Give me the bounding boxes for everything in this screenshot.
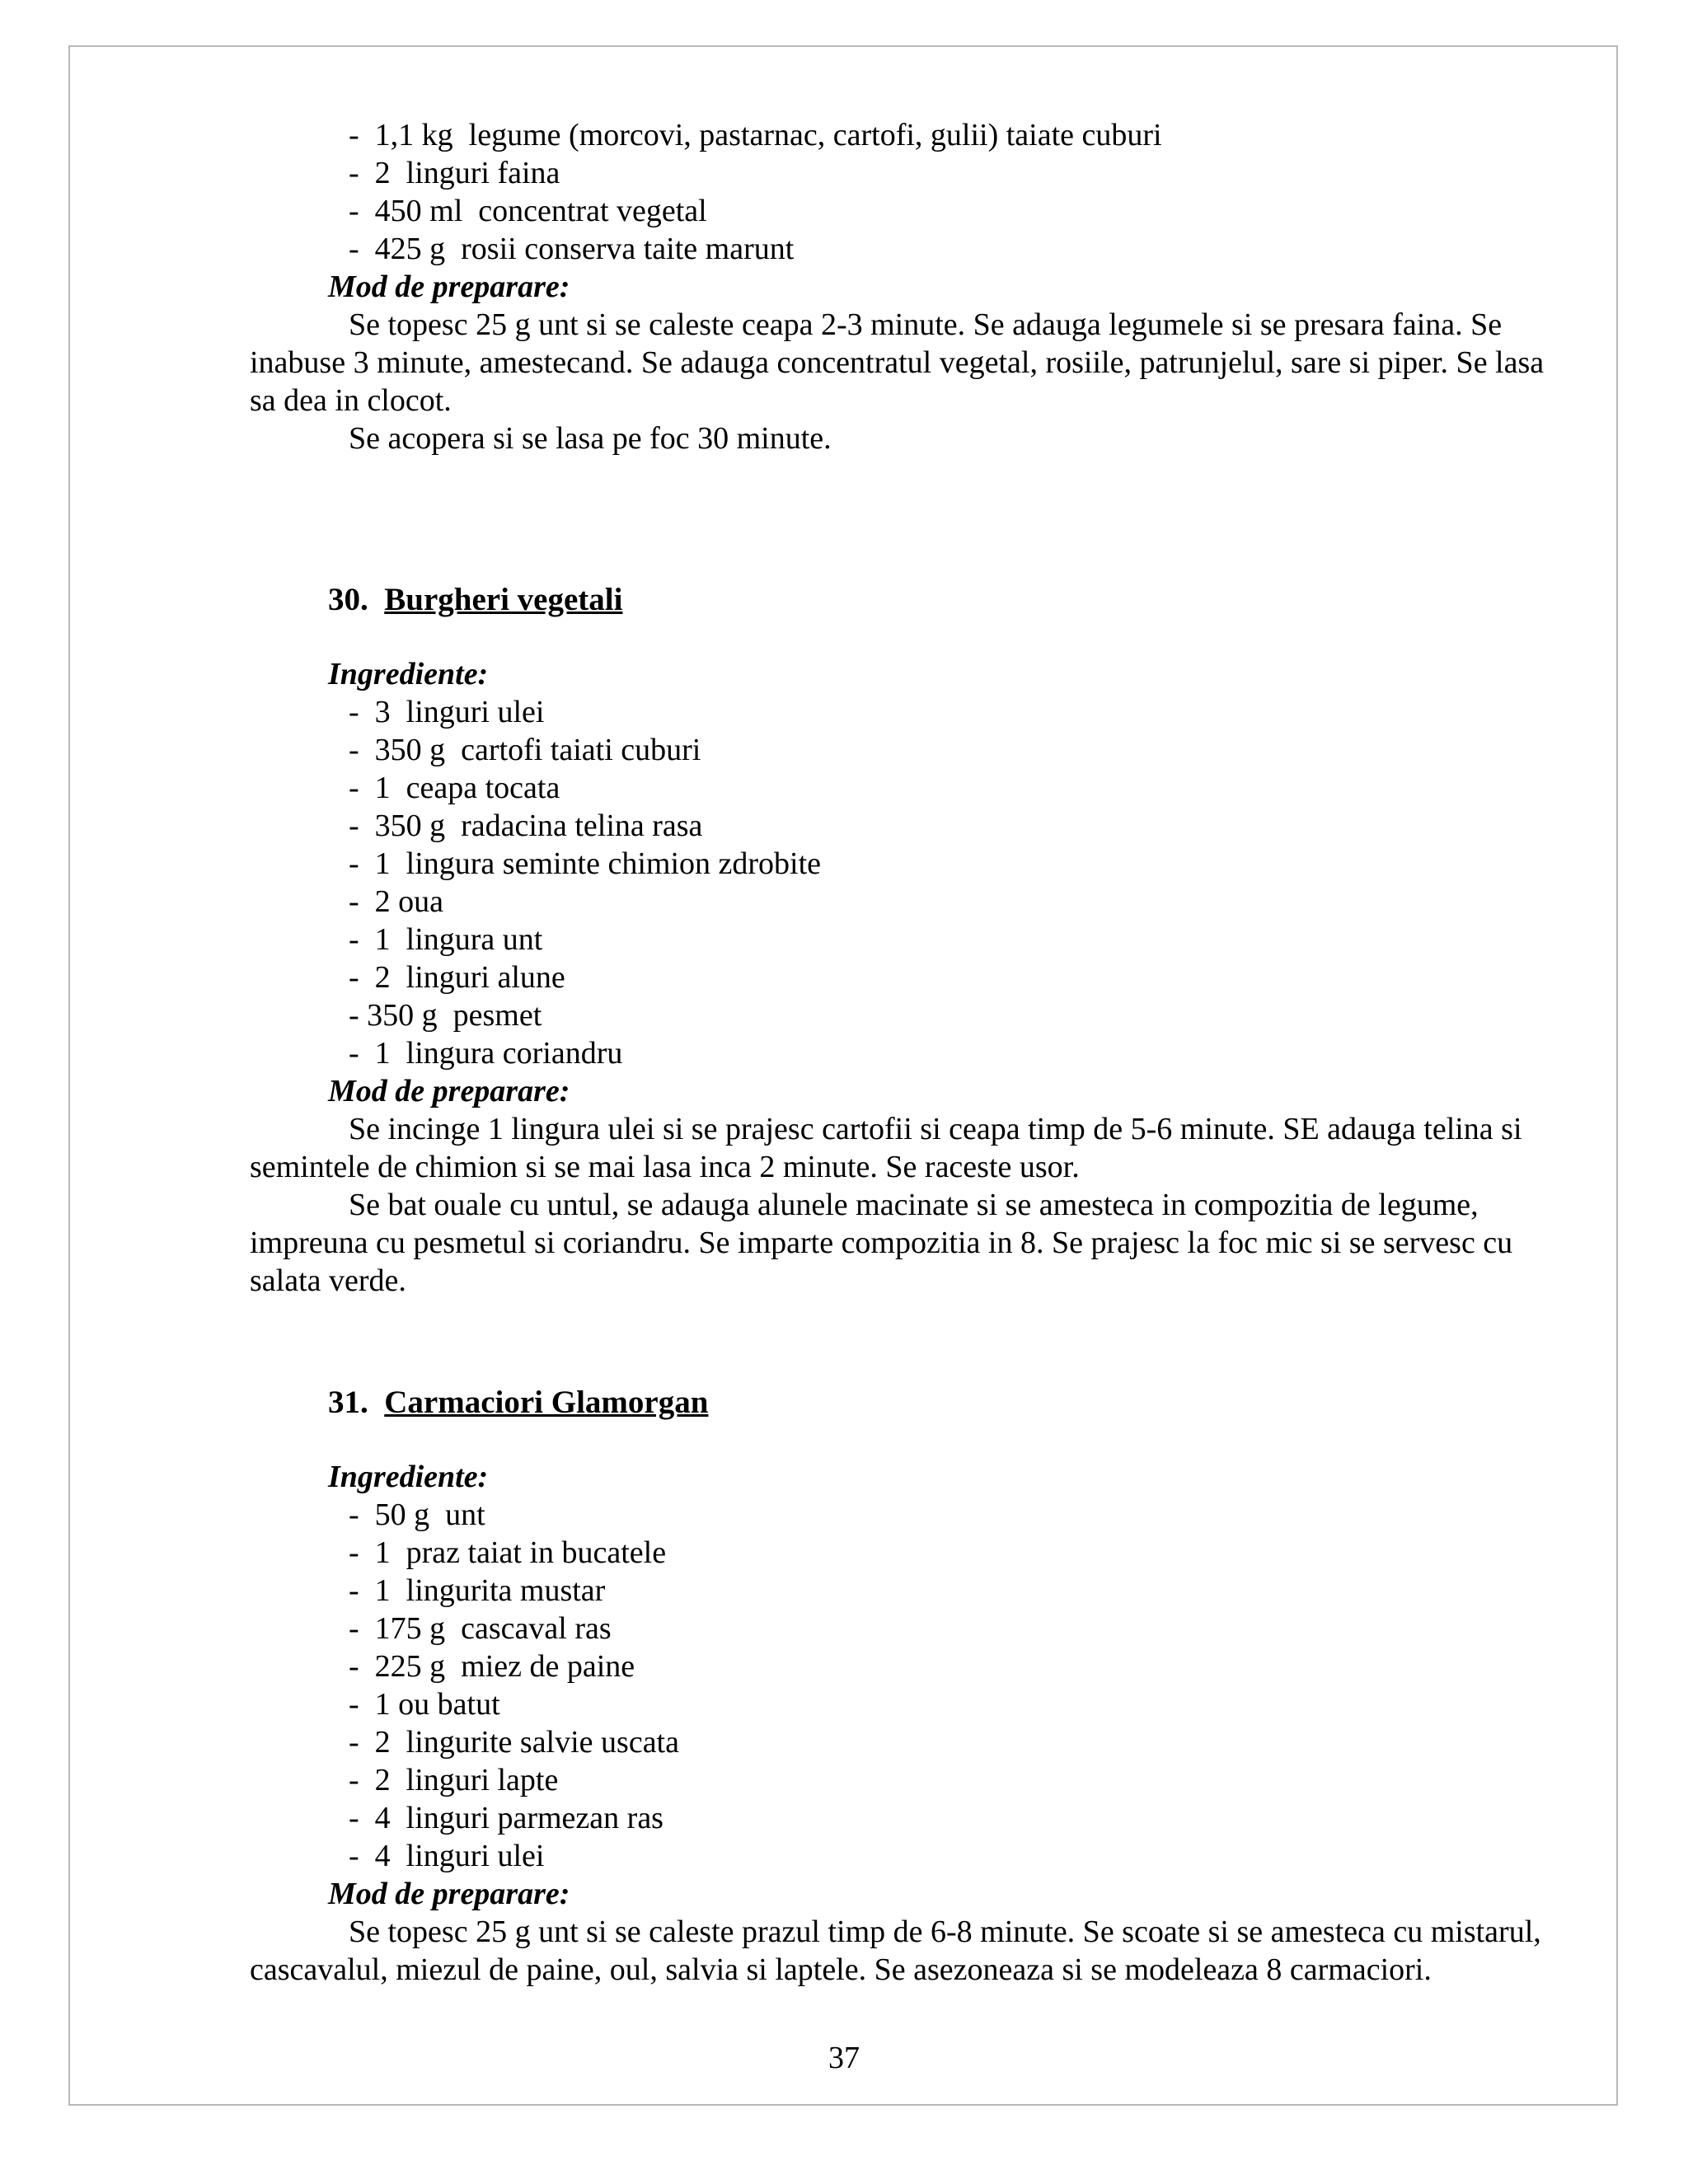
method-paragraph: Se topesc 25 g unt si se caleste prazul timp de 6-8 minute. Se scoate si se amesteca cu mistarul, cascavalul, miezul de paine, oul, salvia si laptele. Se asezoneaza si se modeleaza 8 carmaciori. [250,1915,1541,1987]
intro-ingredient-list [250,116,1568,268]
recipe-number: 31. [328,1385,368,1420]
list-item: - 2 linguri alune [349,960,565,995]
list-item: - 1 lingura coriandru [349,1036,623,1071]
recipe-title [328,581,1568,619]
list-item: - 425 g rosii conserva taite marunt [349,232,795,266]
list-item: - 1 lingura unt [349,922,543,957]
recipe-number: 30. [328,582,368,617]
list-item: - 175 g cascaval ras [349,1611,612,1646]
method-paragraph: Se bat ouale cu untul, se adauga alunele macinate si se amesteca in compozitia de legume, impreuna cu pesmetul si coriandru. Se imparte compozitia in 8. Se prajesc la foc mic si se servesc cu salata verde. [250,1188,1513,1298]
ingredient-list [250,693,1568,1072]
list-item: - 1,1 kg legume (morcovi, pastarnac, cartofi, gulii) taiate cuburi [349,118,1162,152]
list-item: - 350 g radacina telina rasa [349,808,703,843]
recipe-31 [250,1384,1568,1989]
list-item: - 225 g miez de paine [349,1649,635,1684]
ingredient-list [250,1496,1568,1875]
list-item: - 2 linguri faina [349,156,560,190]
list-item: - 350 g cartofi taiati cuburi [349,733,701,767]
recipe-title [328,1384,1568,1422]
list-item: - 2 oua [349,884,444,919]
list-item: - 2 linguri lapte [349,1763,559,1797]
method-label: Mod de preparare: [328,1877,570,1911]
ingredients-label: Ingrediente: [328,1460,489,1494]
list-item: - 350 g pesmet [349,998,542,1033]
list-item: - 1 lingura seminte chimion zdrobite [349,846,822,881]
method-label: Mod de preparare: [328,269,570,304]
page-number: 37 [828,2041,860,2075]
list-item: - 1 praz taiat in bucatele [349,1535,667,1570]
list-item: - 50 g unt [349,1497,485,1532]
recipe-name: Burgheri vegetali [384,582,623,617]
ingredients-label: Ingrediente: [328,657,489,691]
list-item: - 2 lingurite salvie uscata [349,1725,679,1760]
list-item: - 450 ml concentrat vegetal [349,194,707,228]
method-paragraph: Se acopera si se lasa pe foc 30 minute. [349,421,832,456]
list-item: - 4 linguri ulei [349,1839,545,1873]
list-item: - 1 ou batut [349,1687,500,1722]
method-paragraph: Se topesc 25 g unt si se caleste ceapa 2-3 minute. Se adauga legumele si se presara faina. Se inabuse 3 minute, amestecand. Se adauga concentratul vegetal, rosiile, patrunjelul, sare si piper. Se lasa sa dea in clocot. [250,307,1545,418]
method-label: Mod de preparare: [328,1074,570,1108]
list-item: - 3 linguri ulei [349,695,545,729]
list-item: - 1 ceapa tocata [349,771,560,805]
recipe-30 [250,581,1568,1300]
recipe-name: Carmaciori Glamorgan [384,1385,709,1420]
list-item: - 1 lingurita mustar [349,1573,606,1608]
document-body [250,116,1568,1989]
method-paragraph: Se incinge 1 lingura ulei si se prajesc cartofii si ceapa timp de 5-6 minute. SE adauga telina si semintele de chimion si se mai lasa inca 2 minute. Se raceste usor. [250,1112,1522,1184]
list-item: - 4 linguri parmezan ras [349,1801,663,1835]
